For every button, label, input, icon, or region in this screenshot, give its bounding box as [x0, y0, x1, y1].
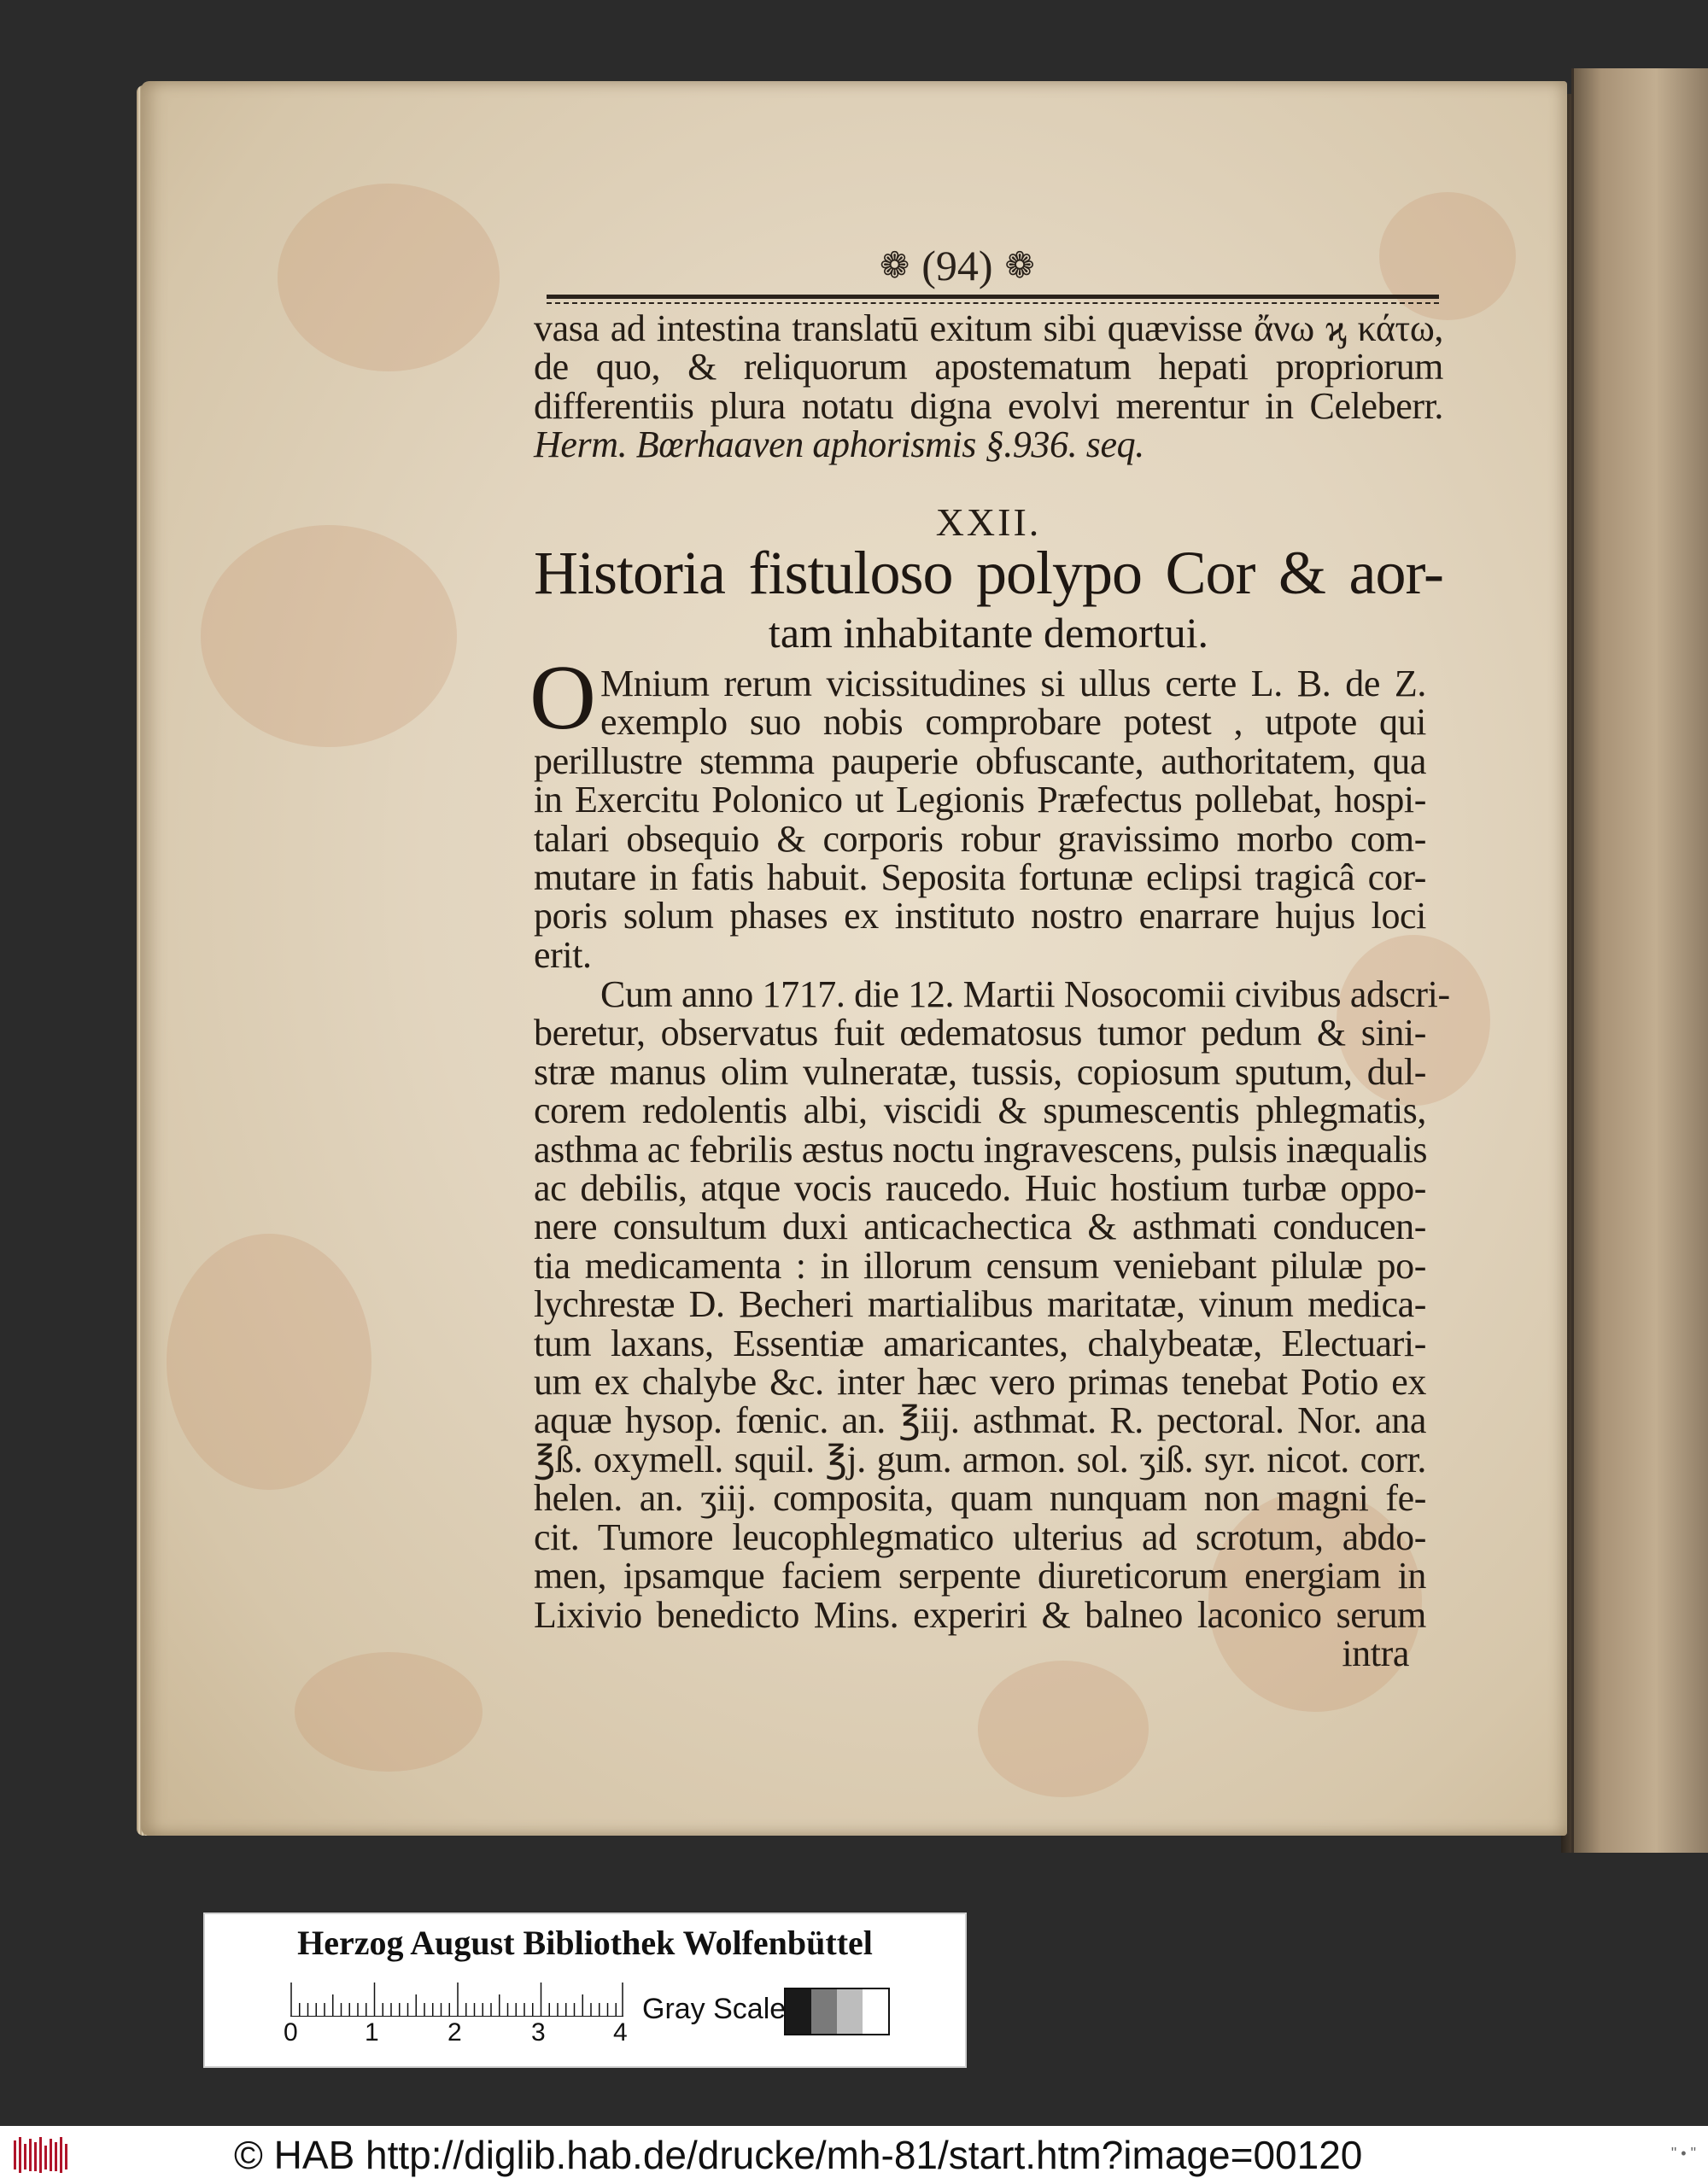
gray-patch	[863, 1989, 888, 2034]
foxing-stain	[978, 1661, 1149, 1797]
gray-scale-label: Gray Scale	[642, 1993, 787, 2025]
text-line: ac debilis, atque vocis raucedo. Huic hostium turbæ oppo-	[534, 1167, 1426, 1210]
gray-patch	[786, 1989, 811, 2034]
ruler-ticks-icon	[290, 1983, 623, 2017]
footer-tail: " • "	[1670, 2145, 1696, 2162]
drop-cap: O	[529, 647, 596, 749]
ruler-number: 4	[613, 2018, 628, 2047]
ruler-number: 0	[284, 2018, 298, 2047]
header-rule	[547, 295, 1439, 299]
hab-logo-icon	[12, 2135, 72, 2175]
gray-patch	[811, 1989, 837, 2034]
text-line: in Exercitu Polonico ut Legionis Præfectus pollebat, hospi-	[534, 779, 1426, 821]
text-line: exemplo suo nobis comprobare potest , utpote qui	[600, 701, 1426, 744]
text-line: Herm. Bœrhaaven aphorismis §.936. seq.	[534, 423, 1144, 466]
text-line: mutare in fatis habuit. Seposita fortunæ eclipsi tragicâ cor-	[534, 856, 1426, 899]
text-line: lychrestæ D. Becheri martialibus maritatæ, vinum medica-	[534, 1283, 1426, 1326]
text-line: stræ manus olim vulneratæ, tussis, copiosum sputum, dul-	[534, 1050, 1426, 1093]
ornament-right-icon: ❁	[1004, 247, 1035, 286]
ruler-number: 2	[447, 2018, 462, 2047]
text-line: Mnium rerum vicissitudines si ullus certe L. B. de Z.	[600, 663, 1426, 704]
text-line: um ex chalybe &c. inter hæc vero primas tenebat Potio ex	[534, 1361, 1426, 1404]
text-line: men, ipsamque faciem serpente diureticorum energiam in	[534, 1555, 1426, 1597]
footer-bar	[0, 2126, 1708, 2184]
ornament-left-icon: ❁	[880, 247, 910, 286]
facing-page	[1571, 68, 1708, 1853]
text-line: asthma ac febrilis æstus noctu ingravescens, pulsis inæqualis	[534, 1128, 1428, 1171]
target-title: Herzog August Bibliothek Wolfenbüttel	[297, 1924, 873, 1962]
text-line: poris solum phases ex instituto nostro enarrare hujus loci	[534, 895, 1426, 937]
text-line: Cum anno 1717. die 12. Martii Nosocomii civibus adscri-	[600, 973, 1450, 1015]
text-line: vasa ad intestina translatū exitum sibi quævisse ἄνω ϗ κάτω,	[534, 307, 1443, 349]
section-number: XXII.	[935, 500, 1042, 544]
section-title	[534, 538, 1443, 657]
text-line: helen. an. ʒiij. composita, quam nunquam non magni fe-	[534, 1477, 1426, 1520]
gray-patch	[837, 1989, 863, 2034]
text-line: Lixivio benedicto Mins. experiri & balneo laconico serum	[534, 1593, 1426, 1636]
ruler-number: 1	[365, 2018, 379, 2047]
paragraph-1	[534, 664, 1426, 974]
text-line: beretur, observatus fuit œdematosus tumor pedum & sini-	[534, 1012, 1426, 1054]
scale-ruler	[290, 1983, 623, 2017]
text-line: perillustre stemma pauperie obfuscante, authoritatem, qua	[534, 739, 1426, 782]
title-line: Historia fistuloso polypo Cor & aor-	[534, 539, 1443, 607]
color-target-card	[203, 1912, 967, 2068]
text-line: tum laxans, Essentiæ amaricantes, chalybeatæ, Electuari-	[534, 1322, 1426, 1364]
footer-credit: © HAB http://diglib.hab.de/drucke/mh-81/start.htm?image=00120	[234, 2133, 1363, 2177]
text-line: cit. Tumore leucophlegmatico ulterius ad scrotum, abdo-	[534, 1515, 1426, 1558]
text-line: corem redolentis albi, viscidi & spumescentis phlegmatis,	[534, 1089, 1426, 1132]
gray-scale-patches	[784, 1988, 890, 2035]
text-line: tia medicamenta : in illorum censum veniebant pilulæ po-	[534, 1244, 1426, 1287]
catchword: intra	[1342, 1632, 1409, 1674]
foxing-stain	[201, 525, 457, 747]
foxing-stain	[278, 184, 500, 371]
ruler-number: 3	[531, 2018, 546, 2047]
text-line: aquæ hysop. fœnic. an. ℥iij. asthmat. R. pectoral. Nor. ana	[534, 1399, 1426, 1442]
text-line: de quo, & reliquorum apostematum hepati propriorum	[534, 346, 1443, 388]
text-line: nere consultum duxi anticachectica & asthmati conducen-	[534, 1206, 1426, 1248]
page-number: (94)	[921, 242, 993, 289]
foxing-stain	[1379, 192, 1516, 320]
paragraph-2	[534, 973, 1450, 1674]
foxing-stain	[295, 1652, 483, 1772]
foxing-stain	[167, 1234, 371, 1490]
title-line: tam inhabitante demortui.	[768, 609, 1209, 657]
text-line: ℥ß. oxymell. squil. ℥j. gum. armon. sol. ʒiß. syr. nicot. corr.	[534, 1438, 1426, 1480]
page-header	[880, 236, 1035, 295]
text-line: talari obsequio & corporis robur gravissimo morbo com-	[534, 817, 1426, 860]
text-line: erit.	[534, 933, 592, 976]
text-line: differentiis plura notatu digna evolvi merentur in Celeberr.	[534, 384, 1443, 427]
continuation-text	[534, 309, 1443, 464]
